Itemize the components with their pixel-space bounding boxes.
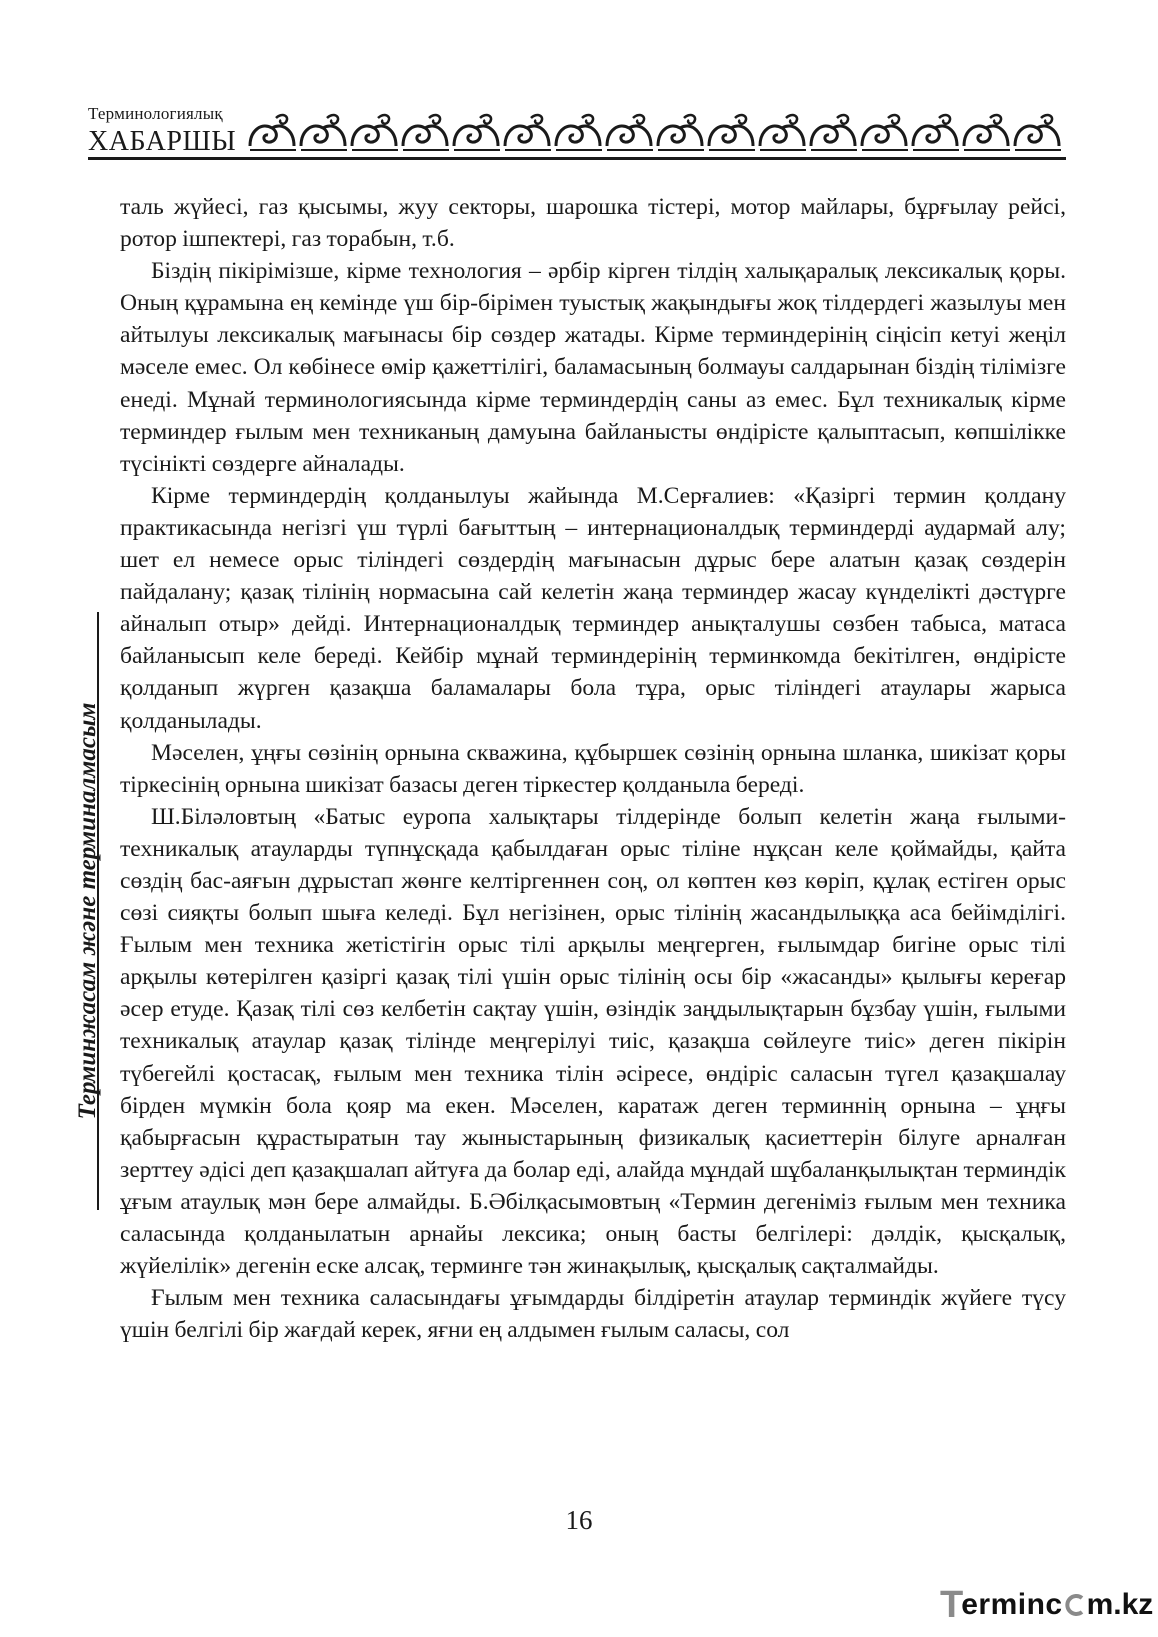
- logo-word: erminc: [961, 1588, 1063, 1621]
- ornament-border-icon: [246, 110, 1066, 154]
- journal-title: ХАБАРШЫ: [88, 126, 237, 157]
- paragraph: Ғылым мен техника саласындағы ұғымдарды білдіретін атаулар терминдік жүйеге түсу үшін белгілі бір жағдай керек, яғни ең алдымен ғылым саласы, сол: [120, 1285, 1066, 1344]
- page-number: 16: [565, 1505, 593, 1535]
- logo-domain: m.kz: [1086, 1588, 1154, 1621]
- paragraph: Біздің пікірімізше, кірме технология – әрбір кірген тілдің халықаралық лексикалық қоры. Оның құрамына ең кемінде үш бір-бірімен туыстық жақындығы жоқ тілдердегі жазылуы мен айтылуы лексикалық мағынасы бір сөздер жатады. Кірме терминдерінің сіңісіп кетуі жеңіл мәселе емес. Ол көбінесе өмір қажеттілігі, баламасының болмауы салдарынан біздің тілімізге енеді. Мұнай терминологиясында кірме терминдердің саны аз емес. Бұл техникалық кірме терминдер ғылым мен техниканың дамуына байланысты өндірісте қалыптасып, көпшілікке түсінікті сөздерге айналады.: [120, 258, 1066, 477]
- section-sidebar-title: Терминжасам және терминалмасым: [74, 702, 101, 1120]
- page-header: [88, 104, 1066, 162]
- article-body: [120, 191, 1066, 1346]
- paragraph: таль жүйесі, газ қысымы, жуу секторы, шарошка тістері, мотор майлары, бұрғылау рейсі, ротор ішпектері, газ торабын, т.б.: [120, 194, 1066, 253]
- watermark-logo: [940, 1585, 1153, 1625]
- logo-arc-icon: [1064, 1592, 1086, 1618]
- paragraph: Кірме терминдердің қолданылуы жайында М.Серғалиев: «Қазіргі термин қолдану практикасында негізгі үш түрлі бағыттың – интернационалдық терминдерді аудармай алу; шет ел немесе орыс тіліндегі сөздердің мағынасын дұрыс бере алатын қазақ сөздерін пайдалану; қазақ тілінің нормасына сай келетін жаңа терминдер жасау күнделікті дәстүрге айналып отыр» дейді. Интернационалдық терминдер анықталушы сөзбен табыса, матаса байланысып келе береді. Кейбір мұнай терминдерінің терминкомда бекітілген, өндірісте қолданып жүрген қазақша баламалары бола тұра, орыс тіліндегі атаулары жарыса қолданылады.: [120, 482, 1066, 734]
- logo-letter: T: [940, 1584, 964, 1626]
- journal-subtitle: Терминологиялық: [88, 104, 223, 123]
- header-rule: [88, 157, 1066, 160]
- paragraph: Мәселен, ұңғы сөзінің орнына скважина, құбыршек сөзінің орнына шланка, шикізат қоры тіркесінің орнына шикізат базасы деген тіркестер қолданыла береді.: [120, 739, 1066, 798]
- paragraph: Ш.Біләловтың «Батыс еуропа халықтары тілдерінде болып келетін жаңа ғылыми-техникалық атауларды түпнұсқада қабылдаған орыс тіліне нұқсан келе қоймайды, қайта сөздің бас-аяғын дұрыстап жөнге келтіргеннен соң, ол көптен көз көріп, құлақ естіген орыс сөзі сияқты болып шыға келеді. Бұл негізінен, орыс тілінің жасандылыққа аса бейімділігі. Ғылым мен техника жетістігін орыс тілі арқылы меңгерген, ғылымдар бигіне орыс тілі арқылы көтерілген қазіргі қазақ тілі үшін орыс тілінің осы бір «жасанды» қылығы кереғар әсер етуде. Қазақ тілі сөз келбетін сақтау үшін, өзіндік заңдылықтарын бұзбау үшін, ғылыми техникалық атаулар қазақ тілінде меңгерілуі тиіс, қазақша сөйлеуге тиіс» деген пікірін түбегейлі қостасақ, ғылым мен техника тілін әсіресе, өндіріс саласын түгел қазақшалау бірден мүмкін бола қояр ма екен. Мәселен, каратаж деген терминнің орнына – ұңғы қабырғасын құрастыратын тау жыныстарының физикалық қасиеттерін білуге арналған зерттеу әдісі деп қазақшалап айтуға да болар еді, алайда мұндай шұбаланқылықтан терминдік ұғым атаулық мән бере алмайды. Б.Әбілқасымовтың «Термин дегеніміз ғылым мен техника саласында қолданылатын арнайы лексика; оның басты белгілері: дәлдік, қысқалық, жүйелілік» дегенін еске алсақ, терминге тән жинақылық, қысқалық сақталмайды.: [120, 803, 1066, 1280]
